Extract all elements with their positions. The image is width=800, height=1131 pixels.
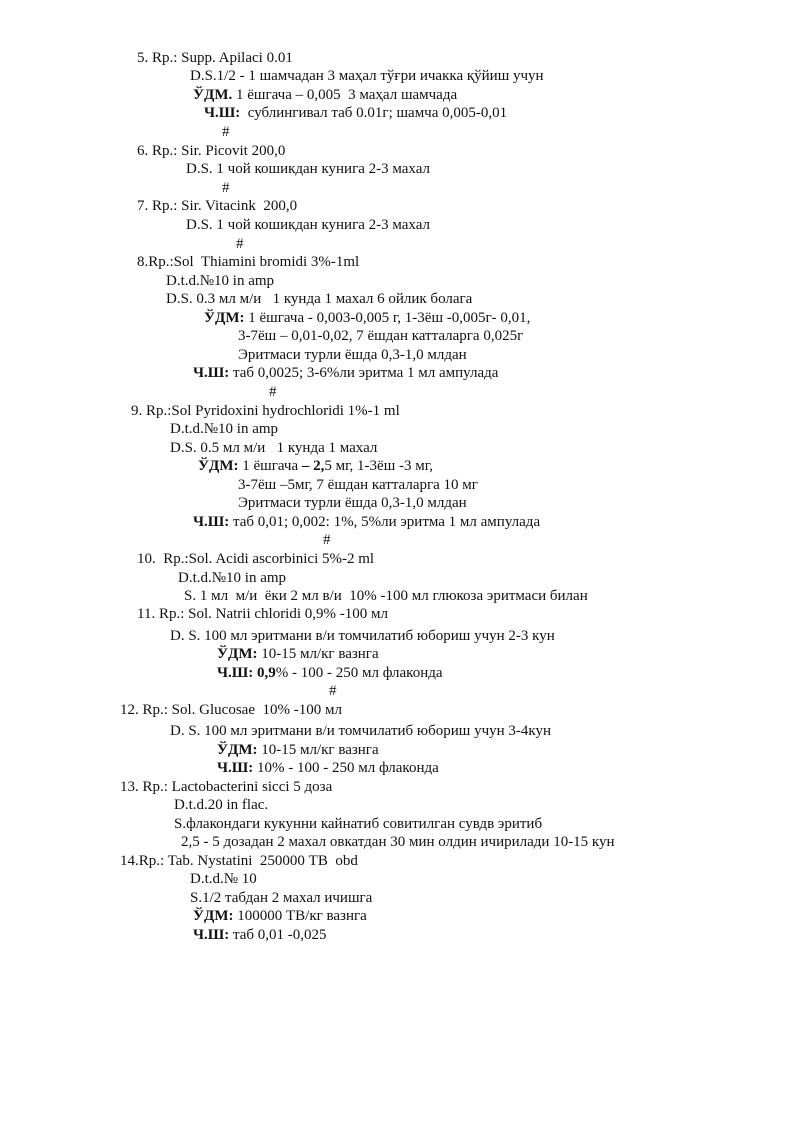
rx8-udm-line2: 3-7ёш – 0,01-0,02, 7 ёшдан катталарга 0,025г <box>238 328 524 344</box>
separator: # <box>222 124 230 140</box>
udm-text: 5 мг, 1-3ёш -3 мг, <box>324 458 433 474</box>
chsh-label: Ч.Ш: <box>204 105 241 121</box>
rx8-dtd: D.t.d.№10 in amp <box>166 273 275 289</box>
rx9-udm <box>198 457 433 475</box>
chsh-label: Ч.Ш: <box>193 365 230 381</box>
rx7-title: 7. Rp.: Sir. Vitacink 200,0 <box>137 198 298 214</box>
udm-label: ЎДМ: <box>193 908 234 924</box>
rx9-ds: D.S. 0.5 мл м/и 1 кунда 1 махал <box>170 440 378 456</box>
chsh-text: % - 100 - 250 мл флаконда <box>275 665 443 681</box>
rx13-s-line1: S.флакондаги кукунни кайнатиб совитилган сувдв эритиб <box>174 816 543 832</box>
udm-label: ЎДМ: <box>198 458 239 474</box>
rx13-title: 13. Rp.: Lactobacterini sicci 5 доза <box>120 779 333 795</box>
rx12-udm <box>217 741 379 759</box>
rx10-title: 10. Rp.:Sol. Acidi ascorbinici 5%-2 ml <box>137 551 375 567</box>
udm-text: 1 ёшгача – 0,005 3 маҳал шамчада <box>232 87 458 103</box>
chsh-label: Ч.Ш: <box>193 927 230 943</box>
udm-label: ЎДМ: <box>204 310 245 326</box>
rx14-dtd: D.t.d.№ 10 <box>190 871 257 887</box>
rx8-title: 8.Rp.:Sol Thiamini bromidi 3%-1ml <box>137 254 360 270</box>
rx10-ds: S. 1 мл м/и ёки 2 мл в/и 10% -100 мл глюкоза эритмаси билан <box>184 588 588 604</box>
rx11-ds: D. S. 100 мл эритмани в/и томчилатиб юбориш учун 2-3 кун <box>170 628 555 644</box>
rx12-chsh <box>217 759 439 777</box>
rx10-dtd: D.t.d.№10 in amp <box>178 570 287 586</box>
separator: # <box>323 532 331 548</box>
chsh-text: таб 0,01 -0,025 <box>229 927 327 943</box>
rx8-chsh <box>193 364 498 382</box>
rx6-ds: D.S. 1 чой кошикдан кунига 2-3 махал <box>186 161 431 177</box>
udm-text: 10-15 мл/кг вазнга <box>257 646 379 662</box>
rx11-title: 11. Rp.: Sol. Natrii chloridi 0,9% -100 мл <box>137 606 388 622</box>
chsh-text: 10% - 100 - 250 мл флаконда <box>253 760 439 776</box>
separator: # <box>329 683 337 699</box>
separator: # <box>222 180 230 196</box>
udm-text: 1 ёшгача - 0,003-0,005 г, 1-3ёш -0,005г- 0,01, <box>244 310 531 326</box>
rx5-ds: D.S.1/2 - 1 шамчадан 3 маҳал тўғри ичакка қўйиш учун <box>190 68 544 84</box>
rx13-dtd: D.t.d.20 in flac. <box>174 797 269 813</box>
udm-text-bold: – 2, <box>301 458 325 474</box>
rx5-chsh <box>204 104 507 122</box>
udm-label: ЎДМ. <box>193 87 233 103</box>
rx13-s-line2: 2,5 - 5 дозадан 2 махал овкатдан 30 мин олдин ичирилади 10-15 кун <box>181 834 615 850</box>
rx14-s: S.1/2 табдан 2 махал ичишга <box>190 890 373 906</box>
udm-text: 100000 ТВ/кг вазнга <box>233 908 367 924</box>
rx5-udm <box>193 86 457 104</box>
separator: # <box>236 236 244 252</box>
chsh-text: сублингивал таб 0.01г; шамча 0,005-0,01 <box>240 105 508 121</box>
rx9-udm-line2: 3-7ёш –5мг, 7 ёшдан катталарга 10 мг <box>238 477 478 493</box>
separator: # <box>269 384 277 400</box>
rx6-title: 6. Rp.: Sir. Picovit 200,0 <box>137 143 286 159</box>
rx12-title: 12. Rp.: Sol. Glucosae 10% -100 мл <box>120 702 342 718</box>
chsh-text: таб 0,0025; 3-6%ли эритма 1 мл ампулада <box>229 365 499 381</box>
chsh-text: таб 0,01; 0,002: 1%, 5%ли эритма 1 мл ампулада <box>229 514 541 530</box>
rx11-udm <box>217 645 379 663</box>
rx9-chsh <box>193 513 540 531</box>
chsh-label: Ч.Ш: 0,9 <box>217 665 276 681</box>
chsh-label: Ч.Ш: <box>217 760 254 776</box>
rx8-udm <box>204 309 530 327</box>
rx12-ds: D. S. 100 мл эритмани в/и томчилатиб юбориш учун 3-4кун <box>170 723 551 739</box>
udm-text: 10-15 мл/кг вазнга <box>257 742 379 758</box>
udm-label: ЎДМ: <box>217 742 258 758</box>
rx8-udm-line3: Эритмаси турли ёшда 0,3-1,0 млдан <box>238 347 467 363</box>
chsh-label: Ч.Ш: <box>193 514 230 530</box>
rx9-dtd: D.t.d.№10 in amp <box>170 421 279 437</box>
rx11-chsh <box>217 664 443 682</box>
rx8-ds: D.S. 0.3 мл м/и 1 кунда 1 махал 6 ойлик болага <box>166 291 473 307</box>
rx9-udm-line3: Эритмаси турли ёшда 0,3-1,0 млдан <box>238 495 467 511</box>
rx9-title: 9. Rp.:Sol Pyridoxini hydrochloridi 1%-1 ml <box>131 403 400 419</box>
rx5-title: 5. Rp.: Supp. Apilaci 0.01 <box>137 50 293 66</box>
udm-text: 1 ёшгача <box>238 458 302 474</box>
rx7-ds: D.S. 1 чой кошикдан кунига 2-3 махал <box>186 217 431 233</box>
rx14-udm <box>193 907 367 925</box>
rx14-title: 14.Rp.: Tab. Nystatini 250000 ТВ obd <box>120 853 358 869</box>
rx14-chsh <box>193 926 327 944</box>
udm-label: ЎДМ: <box>217 646 258 662</box>
